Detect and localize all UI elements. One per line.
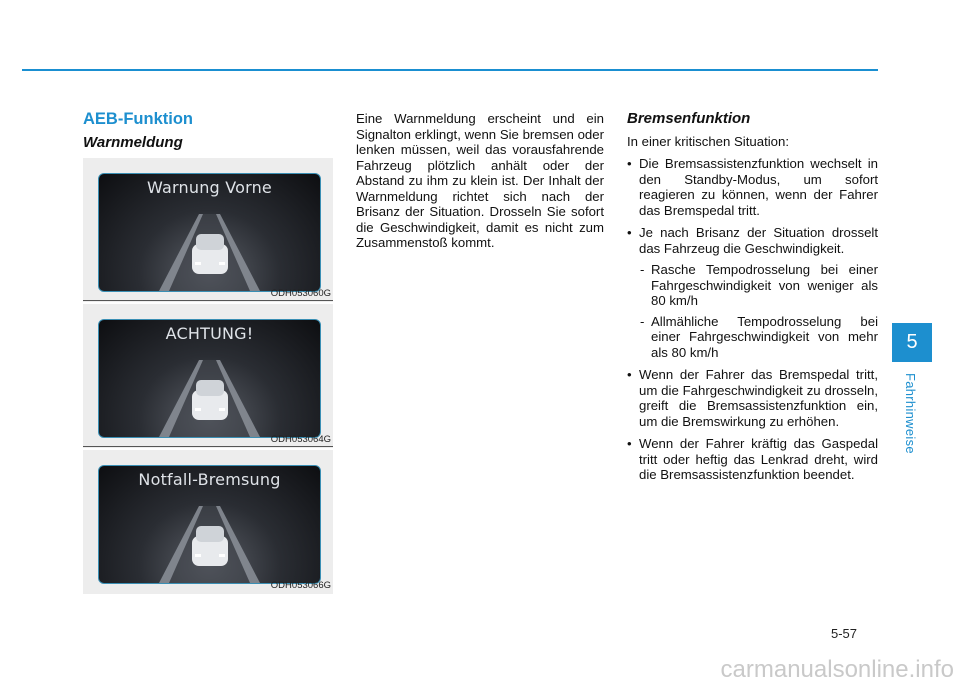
list-item-text: Wenn der Fahrer kräftig das Gaspedal tritt oder heftig das Lenkrad dreht, wird die Bremsassistenzfunktion beendet. (639, 436, 878, 482)
dash-mark: - (640, 262, 645, 277)
list-item-text: Die Bremsassistenzfunktion wechselt in den Standby-Modus, um sofort reagieren zu können, wenn der Fahrer das Bremspedal tritt. (639, 156, 878, 218)
watermark: carmanualsonline.info (720, 656, 954, 683)
figure-code: ODH053060G (270, 288, 331, 299)
top-rule (22, 69, 878, 71)
sub-list-item-text: Allmähliche Tempodrosselung bei einer Fahrgeschwindigkeit von mehr als 80 km/h (651, 313, 878, 360)
cluster-display (98, 319, 321, 438)
sub-list (639, 262, 878, 360)
bullet-mark: • (627, 156, 632, 171)
figure-rule (83, 300, 333, 301)
sub-list-item (639, 314, 878, 361)
list-item (627, 367, 878, 429)
figure-rule (83, 446, 333, 447)
section-title: AEB-Funktion (83, 110, 193, 128)
list-item (627, 225, 878, 360)
list-item-text: Wenn der Fahrer das Bremspedal tritt, um die Fahrgeschwindigkeit zu drosseln, greift die Bremsassistenzfunktion ein, um die Bremswirkung zu erhöhen. (639, 367, 878, 429)
bullet-list (627, 156, 878, 483)
figure-warning-front (83, 158, 333, 302)
screen-message: ACHTUNG! (165, 324, 254, 343)
column-brake-function (627, 111, 878, 490)
chapter-name: Fahrhinweise (903, 373, 918, 454)
cluster-display (98, 465, 321, 584)
list-item-text: Je nach Brisanz der Situation drosselt das Fahrzeug die Geschwindigkeit. (639, 225, 878, 256)
brake-function-intro: In einer kritischen Situation: (627, 133, 789, 149)
chapter-tab: 5 (892, 323, 932, 362)
figure-emergency-braking (83, 450, 333, 594)
bullet-mark: • (627, 225, 632, 240)
bullet-mark: • (627, 436, 632, 451)
list-item (627, 436, 878, 483)
column-warning-text (356, 111, 604, 251)
cluster-display (98, 173, 321, 292)
sub-list-item-text: Rasche Tempodrosselung bei einer Fahrgeschwindigkeit von weniger als 80 km/h (651, 262, 878, 308)
screen-message: Warnung Vorne (147, 178, 272, 197)
list-item (627, 156, 878, 218)
warning-paragraph: Eine Warnmeldung erscheint und ein Signalton erklingt, wenn Sie bremsen oder lenken müssen, weil das vorausfahrende Fahrzeug plötzlich anhält oder der Abstand zu ihm zu klein ist. Der Inhalt der Warnmeldung richtet sich nach der Brisanz der Situation. Drosseln Sie sofort die Geschwindigkeit, damit es nicht zum Zusammenstoß kommt. (356, 111, 604, 250)
figure-code: ODH053066G (270, 580, 331, 591)
sub-list-item (639, 262, 878, 309)
screen-message: Notfall-Bremsung (138, 470, 281, 489)
page-number: 5-57 (830, 626, 857, 641)
bullet-mark: • (627, 367, 632, 382)
brake-function-title: Bremsenfunktion (627, 110, 751, 127)
figure-achtung (83, 304, 333, 448)
subsection-title: Warnmeldung (83, 134, 183, 151)
figure-code: ODH053064G (270, 434, 331, 445)
dash-mark: - (640, 313, 645, 329)
